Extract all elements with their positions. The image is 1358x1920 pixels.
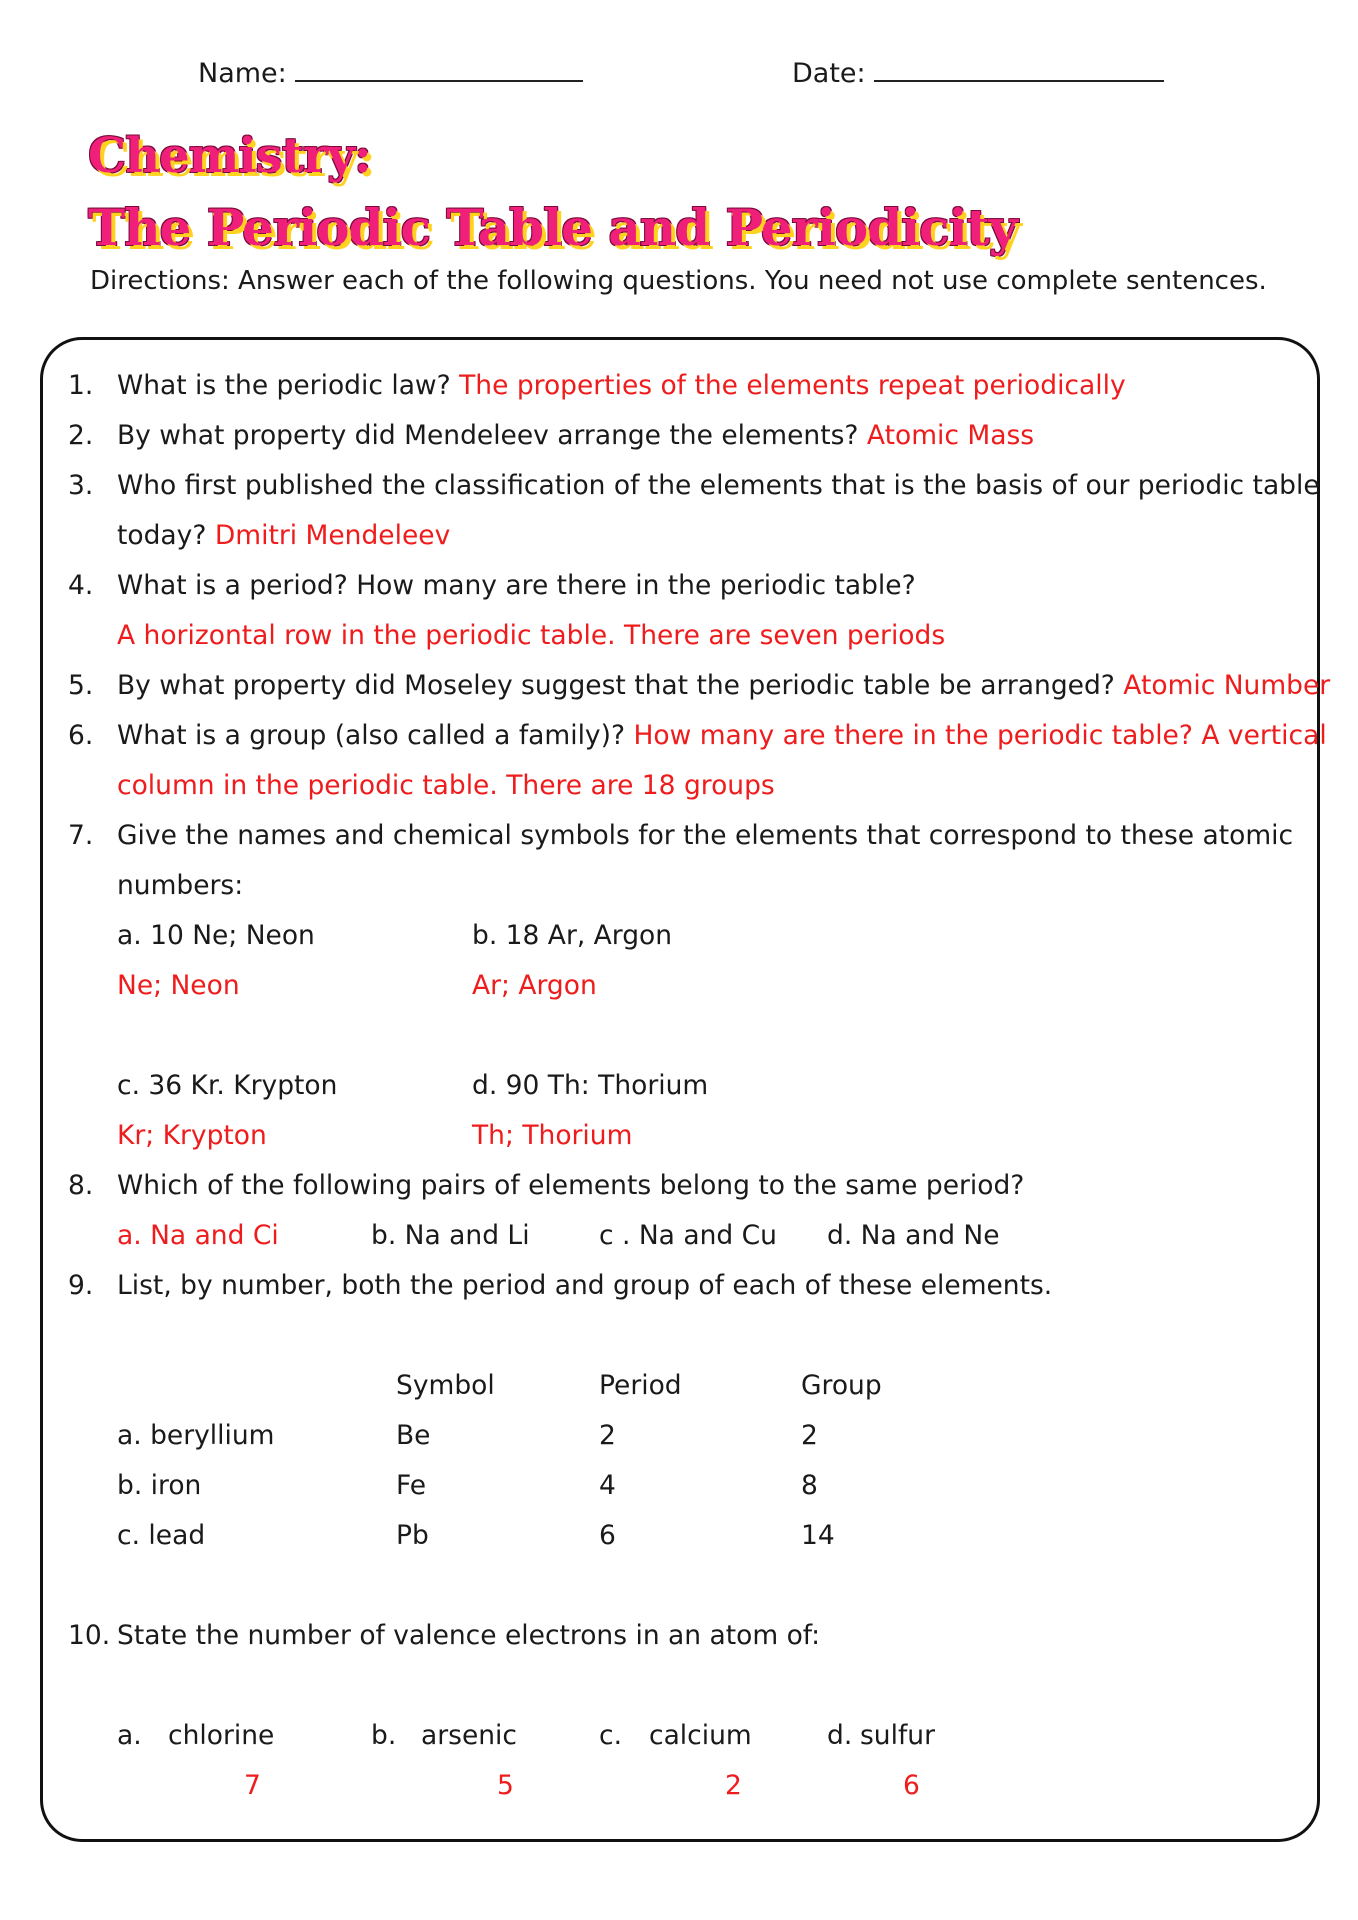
question-5 <box>117 670 1330 702</box>
table-cell-group: 8 <box>801 1470 818 1501</box>
answer-c: Kr; Krypton <box>117 1120 267 1151</box>
part-c: c. 36 Kr. Krypton <box>117 1070 338 1101</box>
table-header-period: Period <box>599 1370 682 1401</box>
name-label: Name: <box>198 58 287 89</box>
question-2 <box>117 420 1034 452</box>
part-b: b. 18 Ar, Argon <box>472 920 673 951</box>
table-cell-symbol: Be <box>396 1420 431 1451</box>
table-cell-name: b. iron <box>117 1470 202 1501</box>
question-1 <box>117 370 1126 402</box>
item-b-letter: b. <box>371 1720 397 1751</box>
table-cell-name: c. lead <box>117 1520 206 1551</box>
item-b-name: arsenic <box>421 1720 517 1751</box>
title-line-1: Chemistry: <box>88 128 371 184</box>
question-text: By what property did Moseley suggest that the periodic table be arranged? <box>117 670 1115 701</box>
name-field <box>198 58 583 89</box>
table-cell-symbol: Pb <box>396 1520 429 1551</box>
item-d-name: sulfur <box>860 1720 935 1751</box>
question-text: State the number of valence electrons in an atom of: <box>117 1620 821 1651</box>
answer-text: Atomic Mass <box>866 420 1035 451</box>
answer-b: Ar; Argon <box>472 970 597 1001</box>
item-d-letter: d. <box>827 1720 853 1751</box>
table-cell-period: 4 <box>599 1470 616 1501</box>
option-c: c . Na and Cu <box>599 1220 777 1251</box>
part-d: d. 90 Th: Thorium <box>472 1070 709 1101</box>
question-text: List, by number, both the period and group of each of these elements. <box>117 1270 1053 1301</box>
question-text: What is a period? How many are there in the periodic table? <box>117 570 916 601</box>
answer-d: Th; Thorium <box>472 1120 633 1151</box>
answer-text: How many are there in the periodic table? A vertical <box>633 720 1327 751</box>
answer-d: 6 <box>903 1770 920 1801</box>
item-c-letter: c. <box>599 1720 622 1751</box>
question-text: What is a group (also called a family)? <box>117 720 626 751</box>
answer-c: 2 <box>725 1770 742 1801</box>
question-number: 5. <box>68 670 94 701</box>
item-c-name: calcium <box>649 1720 752 1751</box>
question-text: Who first published the classification of the elements that is the basis of our periodic table <box>117 470 1320 501</box>
answer-b: 5 <box>497 1770 514 1801</box>
question-6 <box>117 720 1327 752</box>
answer-text: A horizontal row in the periodic table. There are seven periods <box>117 620 946 651</box>
table-cell-name: a. beryllium <box>117 1420 275 1451</box>
question-text: today? <box>117 520 207 551</box>
question-number: 10. <box>68 1620 111 1651</box>
part-a: a. 10 Ne; Neon <box>117 920 315 951</box>
question-number: 1. <box>68 370 94 401</box>
answer-text: column in the periodic table. There are 18 groups <box>117 770 775 801</box>
question-3-line-2 <box>117 520 450 552</box>
table-header-group: Group <box>801 1370 882 1401</box>
item-a-letter: a. <box>117 1720 142 1751</box>
item-a-name: chlorine <box>168 1720 275 1751</box>
question-number: 8. <box>68 1170 94 1201</box>
question-number: 6. <box>68 720 94 751</box>
date-field <box>792 58 1164 89</box>
table-cell-period: 6 <box>599 1520 616 1551</box>
question-text: numbers: <box>117 870 244 901</box>
question-text: Give the names and chemical symbols for the elements that correspond to these atomic <box>117 820 1294 851</box>
question-number: 4. <box>68 570 94 601</box>
table-cell-group: 14 <box>801 1520 835 1551</box>
date-blank[interactable] <box>874 58 1164 82</box>
table-cell-period: 2 <box>599 1420 616 1451</box>
question-number: 2. <box>68 420 94 451</box>
table-cell-symbol: Fe <box>396 1470 427 1501</box>
answer-a: 7 <box>244 1770 261 1801</box>
date-label: Date: <box>792 58 866 89</box>
option-a: a. Na and Ci <box>117 1220 279 1251</box>
directions: Directions: Answer each of the following questions. You need not use complete sentences. <box>90 266 1267 296</box>
option-b: b. Na and Li <box>371 1220 530 1251</box>
question-text: Which of the following pairs of elements belong to the same period? <box>117 1170 1025 1201</box>
question-number: 3. <box>68 470 94 501</box>
question-number: 9. <box>68 1270 94 1301</box>
question-text: What is the periodic law? <box>117 370 451 401</box>
name-blank[interactable] <box>295 58 583 82</box>
table-cell-group: 2 <box>801 1420 818 1451</box>
answer-text: The properties of the elements repeat periodically <box>459 370 1126 401</box>
answer-text: Dmitri Mendeleev <box>214 520 451 551</box>
option-d: d. Na and Ne <box>827 1220 1000 1251</box>
question-text: By what property did Mendeleev arrange the elements? <box>117 420 859 451</box>
answer-text: Atomic Number <box>1123 670 1331 701</box>
question-number: 7. <box>68 820 94 851</box>
title-line-2: The Periodic Table and Periodicity <box>88 198 1017 257</box>
table-header-symbol: Symbol <box>396 1370 495 1401</box>
answer-a: Ne; Neon <box>117 970 240 1001</box>
